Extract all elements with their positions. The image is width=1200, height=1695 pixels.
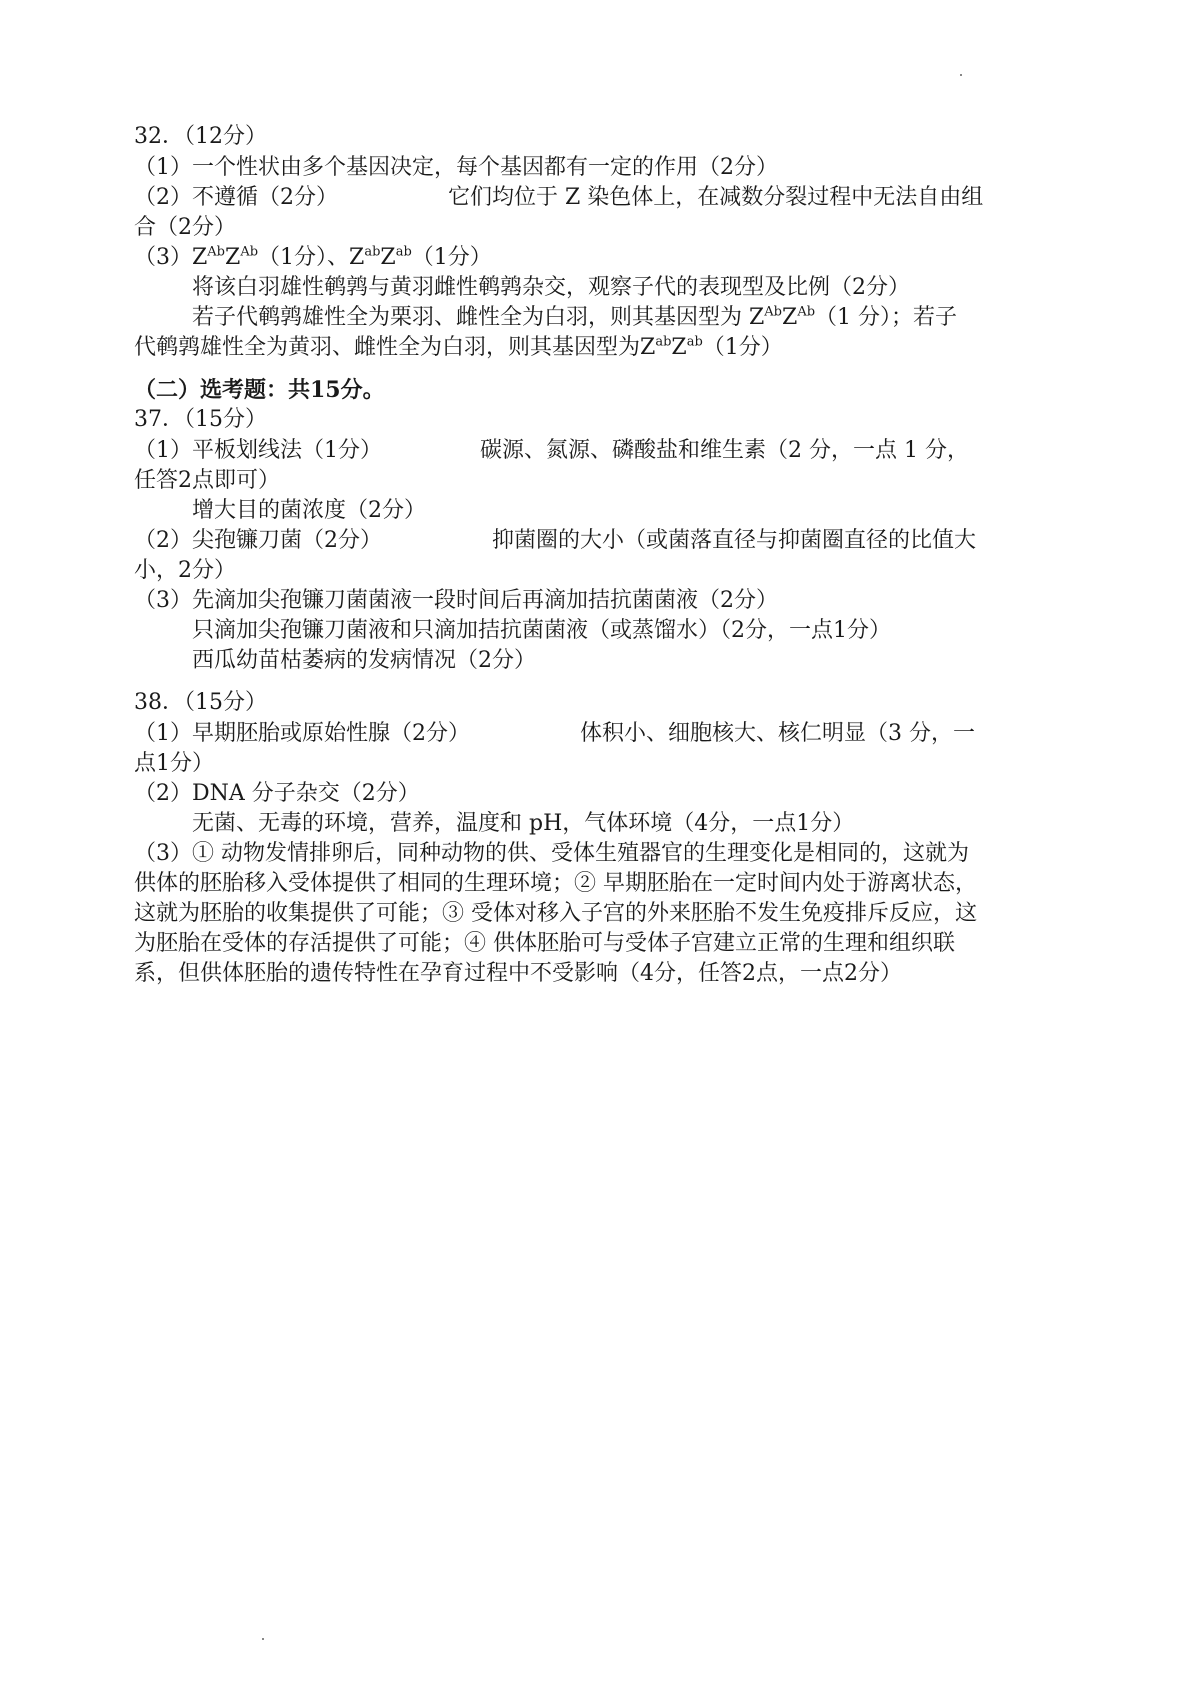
- score-text: （1分）、: [258, 245, 350, 270]
- q37-part1-line: [134, 436, 1074, 466]
- genotype-ZabZab: $Z^{ab}Z^{ab}$: [349, 244, 412, 270]
- genotype-ZAbZAb: $Z^{Ab}Z^{Ab}$: [192, 244, 259, 270]
- q38-part1-line: [134, 719, 1074, 749]
- q32-part2-answer: （2）不遵循（2分）: [134, 185, 338, 210]
- q38-part3-line5: 系，但供体胚胎的遗传特性在孕育过程中不受影响（4分，任答2点，一点2分）: [134, 961, 902, 986]
- q32-part3-label: （3）: [134, 245, 192, 270]
- q32-part2-cont: 合（2分）: [134, 215, 236, 240]
- q32-part3-result2: 代鹌鹑雄性全为黄羽、雌性全为白羽，则其基因型为$Z^{ab}Z^{ab}(1$分）: [134, 334, 783, 360]
- q37-part1-purpose: 增大目的菌浓度（2分）: [192, 498, 426, 523]
- q32-part1: （1）一个性状由多个基因决定，每个基因都有一定的作用（2分）: [134, 155, 778, 180]
- scan-speck: [262, 1638, 264, 1640]
- q32-part3-line: [134, 243, 1074, 273]
- q38-part3-line3: 这就为胚胎的收集提供了可能；③ 受体对移入子宫的外来胚胎不发生免疫排斥反应，这: [134, 901, 977, 926]
- q37-part1-answer: （1）平板划线法（1分）: [134, 438, 382, 463]
- q37-title: 37．（15分）: [134, 407, 267, 432]
- scan-speck: [960, 74, 962, 76]
- q38-part1-answer: （1）早期胚胎或原始性腺（2分）: [134, 721, 470, 746]
- genotype-ZAbZAb: $Z^{Ab}Z^{Ab}$: [749, 304, 816, 330]
- q38-part2: （2）DNA 分子杂交（2分）: [134, 781, 420, 806]
- genotype-ZabZab: $Z^{ab}Z^{ab}$: [640, 334, 703, 360]
- q38-title: 38．（15分）: [134, 690, 267, 715]
- q38-part3-line2: 供体的胚胎移入受体提供了相同的生理环境；② 早期胚胎在一定时间内处于游离状态，: [134, 871, 977, 896]
- section-heading: （二）选考题：共15分。: [134, 377, 385, 403]
- q37-part2-measure: 抑菌圈的大小（或菌落直径与抑菌圈直径的比值大: [492, 528, 977, 553]
- q37-part1-nutrients: 碳源、氮源、磷酸盐和维生素（2 分，一点 1 分，: [480, 438, 969, 463]
- q38-part3-line4: 为胚胎在受体的存活提供了可能；④ 供体胚胎可与受体子宫建立正常的生理和组织联: [134, 931, 955, 956]
- q37-part2-line: [134, 526, 1074, 556]
- q38-part1-cont: 点1分）: [134, 751, 214, 776]
- q32-part3-result1: 若子代鹌鹑雄性全为栗羽、雌性全为白羽，则其基因型为 $Z^{Ab}Z^{Ab}(1$ 分）；若子: [192, 304, 958, 330]
- q37-part2-cont: 小，2分）: [134, 558, 236, 583]
- q32-part2-line: [134, 183, 1074, 213]
- q38-part2-conditions: 无菌、无毒的环境，营养，温度和 pH，气体环境（4分，一点1分）: [192, 811, 855, 836]
- q37-part3: （3）先滴加尖孢镰刀菌菌液一段时间后再滴加拮抗菌菌液（2分）: [134, 588, 778, 613]
- q37-part2-answer: （2）尖孢镰刀菌（2分）: [134, 528, 382, 553]
- q32-part3-method: 将该白羽雄性鹌鹑与黄羽雌性鹌鹑杂交，观察子代的表现型及比例（2分）: [192, 275, 910, 300]
- q38-part3-line1: （3）① 动物发情排卵后，同种动物的供、受体生殖器官的生理变化是相同的，这就为: [134, 841, 969, 866]
- score-text: （1分）: [411, 245, 492, 270]
- q37-part3-control: 只滴加尖孢镰刀菌液和只滴加拮抗菌菌液（或蒸馏水）（2分，一点1分）: [192, 618, 891, 643]
- q37-part1-cont: 任答2点即可）: [134, 468, 280, 493]
- q32-part2-reason: 它们均位于 Z 染色体上，在减数分裂过程中无法自由组: [448, 185, 984, 210]
- q38-part1-features: 体积小、细胞核大、核仁明显（3 分，一: [580, 721, 975, 746]
- q37-part3-observe: 西瓜幼苗枯萎病的发病情况（2分）: [192, 648, 536, 673]
- q32-title: 32．（12分）: [134, 124, 267, 149]
